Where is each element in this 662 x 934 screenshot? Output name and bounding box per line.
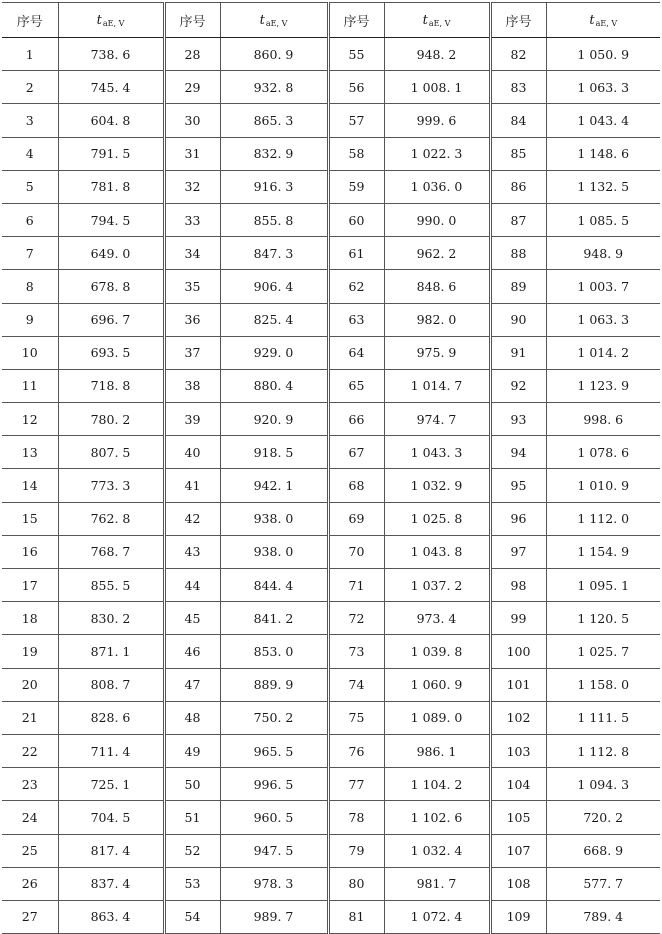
value-cell: 841. 2 — [220, 602, 328, 635]
header-value — [546, 3, 660, 38]
index-cell: 36 — [164, 303, 220, 336]
value-cell: 982. 0 — [384, 303, 490, 336]
index-cell: 96 — [490, 502, 546, 535]
index-cell: 10 — [2, 336, 58, 369]
value-cell: 853. 0 — [220, 635, 328, 668]
value-cell: 725. 1 — [58, 768, 164, 801]
value-cell: 1 022. 3 — [384, 137, 490, 170]
value-cell: 1 112. 8 — [546, 734, 660, 767]
value-cell: 848. 6 — [384, 270, 490, 303]
index-cell: 98 — [490, 569, 546, 602]
value-cell: 789. 4 — [546, 900, 660, 933]
index-cell: 71 — [328, 569, 384, 602]
index-cell: 28 — [164, 38, 220, 71]
value-cell: 1 120. 5 — [546, 602, 660, 635]
table-row — [2, 635, 660, 668]
value-cell: 773. 3 — [58, 469, 164, 502]
table-row — [2, 834, 660, 867]
index-cell: 73 — [328, 635, 384, 668]
value-cell: 1 060. 9 — [384, 668, 490, 701]
table-row — [2, 900, 660, 933]
index-cell: 8 — [2, 270, 58, 303]
index-cell: 74 — [328, 668, 384, 701]
value-cell: 1 003. 7 — [546, 270, 660, 303]
index-cell: 52 — [164, 834, 220, 867]
index-cell: 93 — [490, 403, 546, 436]
index-cell: 39 — [164, 403, 220, 436]
index-cell: 55 — [328, 38, 384, 71]
index-cell: 12 — [2, 403, 58, 436]
index-cell: 47 — [164, 668, 220, 701]
index-cell: 54 — [164, 900, 220, 933]
header-index: 序号 — [2, 3, 58, 38]
index-cell: 2 — [2, 71, 58, 104]
index-cell: 32 — [164, 170, 220, 203]
value-cell: 1 089. 0 — [384, 701, 490, 734]
index-cell: 6 — [2, 203, 58, 236]
value-cell: 938. 0 — [220, 502, 328, 535]
index-cell: 94 — [490, 436, 546, 469]
header-symbol: t — [96, 12, 102, 28]
value-cell: 1 112. 0 — [546, 502, 660, 535]
value-cell: 1 010. 9 — [546, 469, 660, 502]
value-cell: 1 043. 4 — [546, 104, 660, 137]
value-cell: 990. 0 — [384, 203, 490, 236]
value-cell: 916. 3 — [220, 170, 328, 203]
header-subscript: aE, V — [265, 18, 288, 28]
value-cell: 1 039. 8 — [384, 635, 490, 668]
index-cell: 51 — [164, 801, 220, 834]
index-cell: 3 — [2, 104, 58, 137]
value-cell: 1 072. 4 — [384, 900, 490, 933]
index-cell: 22 — [2, 734, 58, 767]
table-row — [2, 569, 660, 602]
index-cell: 104 — [490, 768, 546, 801]
index-cell: 20 — [2, 668, 58, 701]
header-symbol: t — [259, 12, 265, 28]
value-cell: 855. 8 — [220, 203, 328, 236]
index-cell: 95 — [490, 469, 546, 502]
index-cell: 15 — [2, 502, 58, 535]
index-cell: 26 — [2, 867, 58, 900]
index-cell: 83 — [490, 71, 546, 104]
table-row — [2, 436, 660, 469]
value-cell: 960. 5 — [220, 801, 328, 834]
index-cell: 31 — [164, 137, 220, 170]
value-cell: 981. 7 — [384, 867, 490, 900]
index-cell: 38 — [164, 369, 220, 402]
value-cell: 1 102. 6 — [384, 801, 490, 834]
value-cell: 1 094. 3 — [546, 768, 660, 801]
index-cell: 58 — [328, 137, 384, 170]
value-cell: 855. 5 — [58, 569, 164, 602]
index-cell: 27 — [2, 900, 58, 933]
index-cell: 43 — [164, 535, 220, 568]
table-row — [2, 535, 660, 568]
value-cell: 975. 9 — [384, 336, 490, 369]
table-row — [2, 170, 660, 203]
value-cell: 989. 7 — [220, 900, 328, 933]
value-cell: 1 158. 0 — [546, 668, 660, 701]
index-cell: 65 — [328, 369, 384, 402]
table-row — [2, 403, 660, 436]
index-cell: 4 — [2, 137, 58, 170]
index-cell: 69 — [328, 502, 384, 535]
index-cell: 11 — [2, 369, 58, 402]
value-cell: 844. 4 — [220, 569, 328, 602]
value-cell: 780. 2 — [58, 403, 164, 436]
index-cell: 16 — [2, 535, 58, 568]
value-cell: 1 148. 6 — [546, 137, 660, 170]
value-cell: 762. 8 — [58, 502, 164, 535]
table-row — [2, 369, 660, 402]
value-cell: 791. 5 — [58, 137, 164, 170]
index-cell: 86 — [490, 170, 546, 203]
index-cell: 90 — [490, 303, 546, 336]
index-cell: 82 — [490, 38, 546, 71]
index-cell: 75 — [328, 701, 384, 734]
header-symbol: t — [422, 12, 428, 28]
header-index: 序号 — [328, 3, 384, 38]
value-cell: 768. 7 — [58, 535, 164, 568]
table-row — [2, 137, 660, 170]
index-cell: 81 — [328, 900, 384, 933]
data-table — [2, 2, 660, 934]
value-cell: 1 050. 9 — [546, 38, 660, 71]
index-cell: 1 — [2, 38, 58, 71]
value-cell: 720. 2 — [546, 801, 660, 834]
value-cell: 847. 3 — [220, 237, 328, 270]
value-cell: 825. 4 — [220, 303, 328, 336]
index-cell: 60 — [328, 203, 384, 236]
index-cell: 18 — [2, 602, 58, 635]
value-cell: 863. 4 — [58, 900, 164, 933]
index-cell: 17 — [2, 569, 58, 602]
index-cell: 14 — [2, 469, 58, 502]
index-cell: 70 — [328, 535, 384, 568]
index-cell: 66 — [328, 403, 384, 436]
index-cell: 30 — [164, 104, 220, 137]
index-cell: 68 — [328, 469, 384, 502]
value-cell: 738. 6 — [58, 38, 164, 71]
index-cell: 78 — [328, 801, 384, 834]
value-cell: 948. 9 — [546, 237, 660, 270]
header-value — [58, 3, 164, 38]
value-cell: 1 132. 5 — [546, 170, 660, 203]
index-cell: 57 — [328, 104, 384, 137]
index-cell: 44 — [164, 569, 220, 602]
index-cell: 53 — [164, 867, 220, 900]
value-cell: 704. 5 — [58, 801, 164, 834]
table-row — [2, 668, 660, 701]
table-row — [2, 203, 660, 236]
index-cell: 23 — [2, 768, 58, 801]
value-cell: 1 111. 5 — [546, 701, 660, 734]
value-cell: 794. 5 — [58, 203, 164, 236]
index-cell: 76 — [328, 734, 384, 767]
header-symbol: t — [589, 12, 595, 28]
value-cell: 1 032. 4 — [384, 834, 490, 867]
index-cell: 102 — [490, 701, 546, 734]
value-cell: 978. 3 — [220, 867, 328, 900]
value-cell: 965. 5 — [220, 734, 328, 767]
value-cell: 817. 4 — [58, 834, 164, 867]
index-cell: 33 — [164, 203, 220, 236]
table-row — [2, 768, 660, 801]
index-cell: 49 — [164, 734, 220, 767]
index-cell: 9 — [2, 303, 58, 336]
value-cell: 745. 4 — [58, 71, 164, 104]
index-cell: 45 — [164, 602, 220, 635]
value-cell: 998. 6 — [546, 403, 660, 436]
value-cell: 865. 3 — [220, 104, 328, 137]
value-cell: 604. 8 — [58, 104, 164, 137]
header-subscript: aE, V — [428, 18, 451, 28]
index-cell: 35 — [164, 270, 220, 303]
table-row — [2, 38, 660, 71]
value-cell: 750. 2 — [220, 701, 328, 734]
table-row — [2, 303, 660, 336]
value-cell: 837. 4 — [58, 867, 164, 900]
index-cell: 85 — [490, 137, 546, 170]
value-cell: 1 025. 8 — [384, 502, 490, 535]
index-cell: 72 — [328, 602, 384, 635]
index-cell: 48 — [164, 701, 220, 734]
value-cell: 1 063. 3 — [546, 303, 660, 336]
index-cell: 97 — [490, 535, 546, 568]
value-cell: 1 014. 2 — [546, 336, 660, 369]
value-cell: 932. 8 — [220, 71, 328, 104]
value-cell: 996. 5 — [220, 768, 328, 801]
table-row — [2, 469, 660, 502]
table-body — [2, 38, 660, 934]
index-cell: 50 — [164, 768, 220, 801]
value-cell: 880. 4 — [220, 369, 328, 402]
value-cell: 781. 8 — [58, 170, 164, 203]
index-cell: 79 — [328, 834, 384, 867]
index-cell: 92 — [490, 369, 546, 402]
header-subscript: aE, V — [595, 18, 618, 28]
value-cell: 871. 1 — [58, 635, 164, 668]
value-cell: 1 014. 7 — [384, 369, 490, 402]
value-cell: 1 063. 3 — [546, 71, 660, 104]
index-cell: 109 — [490, 900, 546, 933]
value-cell: 938. 0 — [220, 535, 328, 568]
table-row — [2, 237, 660, 270]
value-cell: 1 078. 6 — [546, 436, 660, 469]
table-row — [2, 801, 660, 834]
value-cell: 860. 9 — [220, 38, 328, 71]
value-cell: 1 025. 7 — [546, 635, 660, 668]
header-value — [384, 3, 490, 38]
value-cell: 693. 5 — [58, 336, 164, 369]
value-cell: 1 008. 1 — [384, 71, 490, 104]
index-cell: 99 — [490, 602, 546, 635]
value-cell: 711. 4 — [58, 734, 164, 767]
header-subscript: aE, V — [102, 18, 125, 28]
table-header-row — [2, 3, 660, 38]
value-cell: 889. 9 — [220, 668, 328, 701]
index-cell: 88 — [490, 237, 546, 270]
value-cell: 929. 0 — [220, 336, 328, 369]
value-cell: 808. 7 — [58, 668, 164, 701]
value-cell: 1 154. 9 — [546, 535, 660, 568]
value-cell: 678. 8 — [58, 270, 164, 303]
index-cell: 77 — [328, 768, 384, 801]
index-cell: 107 — [490, 834, 546, 867]
value-cell: 1 085. 5 — [546, 203, 660, 236]
value-cell: 973. 4 — [384, 602, 490, 635]
value-cell: 948. 2 — [384, 38, 490, 71]
index-cell: 13 — [2, 436, 58, 469]
index-cell: 91 — [490, 336, 546, 369]
index-cell: 108 — [490, 867, 546, 900]
value-cell: 718. 8 — [58, 369, 164, 402]
value-cell: 986. 1 — [384, 734, 490, 767]
value-cell: 1 037. 2 — [384, 569, 490, 602]
index-cell: 84 — [490, 104, 546, 137]
value-cell: 974. 7 — [384, 403, 490, 436]
index-cell: 87 — [490, 203, 546, 236]
table-row — [2, 701, 660, 734]
value-cell: 920. 9 — [220, 403, 328, 436]
index-cell: 103 — [490, 734, 546, 767]
value-cell: 999. 6 — [384, 104, 490, 137]
value-cell: 832. 9 — [220, 137, 328, 170]
value-cell: 1 095. 1 — [546, 569, 660, 602]
table-row — [2, 71, 660, 104]
value-cell: 1 104. 2 — [384, 768, 490, 801]
value-cell: 1 123. 9 — [546, 369, 660, 402]
table-row — [2, 336, 660, 369]
index-cell: 25 — [2, 834, 58, 867]
index-cell: 37 — [164, 336, 220, 369]
index-cell: 101 — [490, 668, 546, 701]
index-cell: 40 — [164, 436, 220, 469]
header-value — [220, 3, 328, 38]
index-cell: 80 — [328, 867, 384, 900]
index-cell: 105 — [490, 801, 546, 834]
index-cell: 29 — [164, 71, 220, 104]
index-cell: 46 — [164, 635, 220, 668]
index-cell: 19 — [2, 635, 58, 668]
table-row — [2, 502, 660, 535]
index-cell: 24 — [2, 801, 58, 834]
index-cell: 100 — [490, 635, 546, 668]
value-cell: 947. 5 — [220, 834, 328, 867]
table-row — [2, 104, 660, 137]
table-row — [2, 270, 660, 303]
table-row — [2, 602, 660, 635]
index-cell: 67 — [328, 436, 384, 469]
value-cell: 906. 4 — [220, 270, 328, 303]
index-cell: 21 — [2, 701, 58, 734]
index-cell: 7 — [2, 237, 58, 270]
index-cell: 42 — [164, 502, 220, 535]
value-cell: 1 032. 9 — [384, 469, 490, 502]
header-index: 序号 — [490, 3, 546, 38]
value-cell: 1 036. 0 — [384, 170, 490, 203]
index-cell: 89 — [490, 270, 546, 303]
value-cell: 807. 5 — [58, 436, 164, 469]
value-cell: 942. 1 — [220, 469, 328, 502]
index-cell: 64 — [328, 336, 384, 369]
value-cell: 828. 6 — [58, 701, 164, 734]
value-cell: 830. 2 — [58, 602, 164, 635]
value-cell: 577. 7 — [546, 867, 660, 900]
value-cell: 668. 9 — [546, 834, 660, 867]
index-cell: 62 — [328, 270, 384, 303]
index-cell: 5 — [2, 170, 58, 203]
value-cell: 649. 0 — [58, 237, 164, 270]
value-cell: 696. 7 — [58, 303, 164, 336]
header-index: 序号 — [164, 3, 220, 38]
index-cell: 41 — [164, 469, 220, 502]
value-cell: 1 043. 3 — [384, 436, 490, 469]
index-cell: 59 — [328, 170, 384, 203]
index-cell: 61 — [328, 237, 384, 270]
value-cell: 1 043. 8 — [384, 535, 490, 568]
value-cell: 918. 5 — [220, 436, 328, 469]
index-cell: 63 — [328, 303, 384, 336]
value-cell: 962. 2 — [384, 237, 490, 270]
table-row — [2, 867, 660, 900]
table-row — [2, 734, 660, 767]
index-cell: 34 — [164, 237, 220, 270]
index-cell: 56 — [328, 71, 384, 104]
